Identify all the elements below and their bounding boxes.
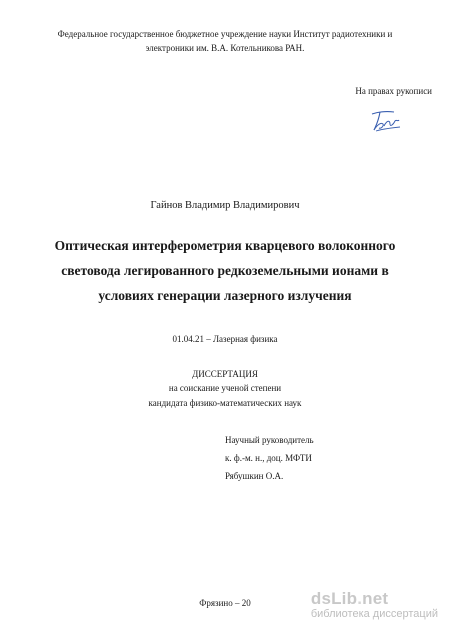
organization-line-1: Федеральное государственное бюджетное учреждение науки Институт радиотехники и (57, 29, 393, 39)
dissertation-title-line-1: Оптическая интерферометрия кварцевого волоконного (54, 238, 396, 253)
specialty-code: 01.04.21 – Лазерная физика (172, 334, 278, 344)
dissertation-title-line-2: световода легированного редкоземельными ионами в (61, 263, 389, 278)
signature-icon (368, 108, 402, 134)
watermark-brand-b: net (362, 589, 389, 608)
dissertation-title-line-3: условиях генерации лазерного излучения (98, 288, 352, 303)
author-name: Гайнов Владимир Владимирович (150, 200, 300, 211)
degree-line-1: на соискание ученой степени (168, 383, 282, 393)
supervisor-label: Научный руководитель (225, 435, 314, 445)
degree-line-2: кандидата физико-математических наук (148, 398, 302, 408)
watermark-brand-a: dsLib (310, 589, 358, 608)
organization-line-2: электроники им. В.А. Котельникова РАН. (145, 43, 305, 53)
watermark-brand-dot: . (357, 589, 363, 608)
rights-note: На правах рукописи (355, 86, 432, 96)
watermark-brand (311, 590, 438, 608)
city-year: Фрязино – 20 (199, 598, 251, 608)
watermark-tagline: библиотека диссертаций (310, 608, 438, 620)
supervisor-credentials: к. ф.-м. н., доц. МФТИ (225, 453, 312, 463)
supervisor-name: Рябушкин О.А. (225, 471, 284, 481)
dslib-watermark[interactable] (311, 590, 438, 621)
document-type: ДИССЕРТАЦИЯ (192, 369, 258, 379)
